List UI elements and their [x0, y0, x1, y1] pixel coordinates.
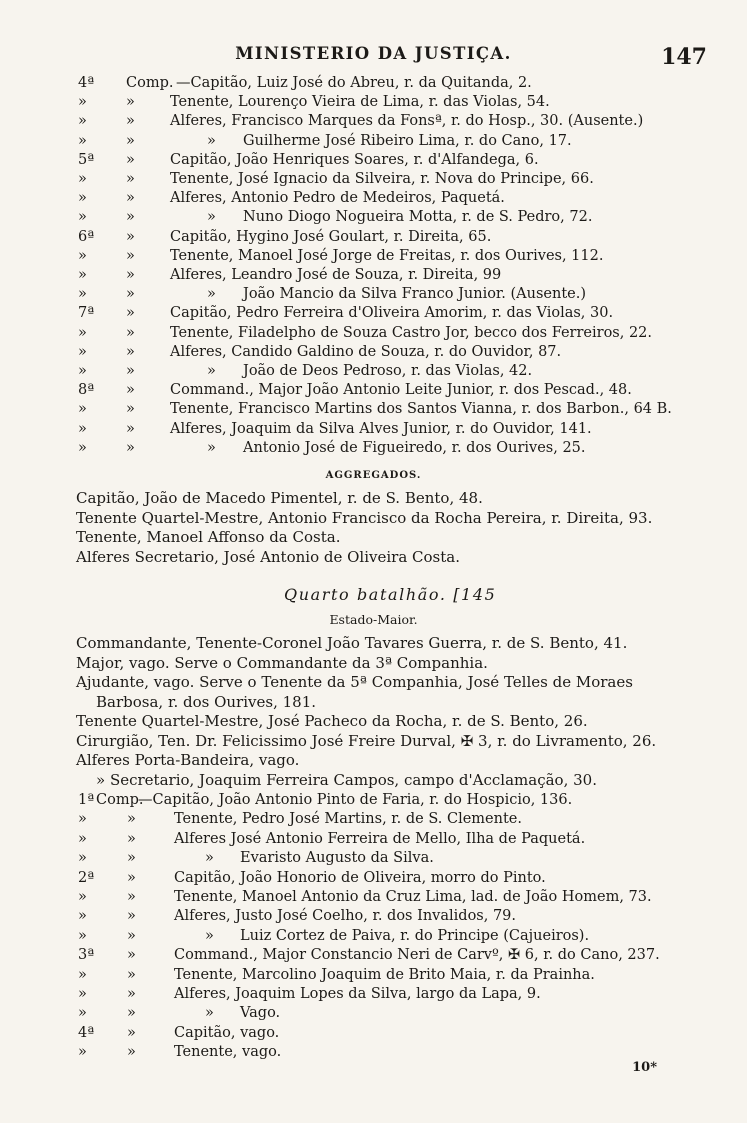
list-marker: » [207, 209, 216, 226]
list-marker: » [78, 830, 87, 847]
list-item: Major, vago. Serve o Commandante da 3ª Companhia. [76, 653, 488, 672]
list-marker: » [78, 420, 87, 437]
aggregados-heading: AGGREGADOS. [325, 470, 422, 481]
list-item: —Capitão, Luiz José do Abreu, r. da Quitanda, 2. [176, 75, 532, 91]
list-item: Capitão, João de Macedo Pimentel, r. de S. Bento, 48. [76, 489, 483, 507]
list-marker: » [126, 113, 135, 130]
list-item: Tenente, Marcolino Joaquim de Brito Maia, r. da Prainha. [174, 966, 595, 983]
list-marker: » [78, 209, 87, 226]
list-marker: » [78, 363, 87, 379]
list-marker: » [78, 286, 87, 303]
list-marker: » [78, 132, 87, 149]
list-marker: » [127, 811, 136, 828]
list-marker: » [126, 228, 135, 245]
list-item: Alferes José Antonio Ferreira de Mello, Ilha de Paquetá. [174, 830, 586, 847]
list-item: Antonio José de Figueiredo, r. dos Ourives, 25. [243, 439, 586, 456]
list-marker: 8ª [78, 382, 95, 399]
list-marker: » [127, 986, 136, 1002]
list-marker: » [205, 850, 214, 867]
list-marker: » [78, 966, 87, 983]
list-item: Capitão, vago. [174, 1024, 280, 1041]
list-marker: » [78, 850, 87, 867]
list-item: Alferes, Justo José Coelho, r. dos Invalidos, 79. [174, 908, 517, 925]
list-marker: » [126, 209, 135, 226]
list-item: Alferes Porta-Bandeira, vago. [76, 751, 300, 769]
list-item: » Secretario, Joaquim Ferreira Campos, campo d'Acclamação, 30. [96, 770, 597, 789]
list-marker: » [78, 171, 87, 187]
list-marker: 4ª [78, 1024, 95, 1041]
list-marker: » [126, 439, 135, 456]
list-marker: » [127, 908, 136, 925]
list-item: Vago. [240, 1005, 281, 1022]
list-marker: 4ª [78, 75, 95, 91]
page-number: 147 [661, 44, 707, 70]
list-item: Command., Major Constancio Neri de Carvº, ✠ 6, r. do Cano, 237. [174, 947, 660, 964]
list-marker: » [127, 1044, 136, 1061]
list-marker: » [126, 247, 135, 264]
list-marker: » [78, 1005, 87, 1022]
list-item: Alferes, Antonio Pedro de Medeiros, Paquetá. [170, 190, 505, 207]
list-item: Tenente Quartel-Mestre, Antonio Francisco da Rocha Pereira, r. Direita, 93. [76, 508, 653, 527]
list-marker: » [126, 171, 135, 187]
list-marker: » [78, 908, 87, 925]
section-title: Quarto batalhão. [145 [284, 585, 497, 604]
list-item: Tenente, José Ignacio da Silveira, r. Nova do Principe, 66. [170, 171, 594, 187]
list-marker: 6ª [78, 228, 95, 245]
list-item: Cirurgião, Ten. Dr. Felicissimo José Freire Durval, ✠ 3, r. do Livramento, 26. [76, 731, 657, 750]
section-subtitle: Estado-Maior. [329, 612, 418, 627]
list-marker: » [126, 94, 135, 111]
printer-signature: 10* [632, 1060, 657, 1075]
list-item: Evaristo Augusto da Silva. [240, 850, 434, 867]
list-item: Tenente, Francisco Martins dos Santos Vianna, r. dos Barbon., 64 B. [170, 401, 672, 418]
list-marker: » [126, 343, 135, 360]
list-marker: » [205, 1005, 214, 1022]
list-marker: » [78, 113, 87, 130]
list-marker: 3ª [78, 947, 95, 964]
list-marker: 5ª [78, 151, 95, 168]
list-marker: » [78, 324, 87, 341]
list-marker: 2ª [78, 869, 95, 886]
list-marker: Comp. [126, 75, 174, 91]
list-marker: » [205, 927, 214, 944]
list-item: Alferes, Joaquim da Silva Alves Junior, r. do Ouvidor, 141. [170, 420, 592, 437]
list-item: Nuno Diogo Nogueira Motta, r. de S. Pedro, 72. [243, 209, 593, 226]
list-marker: » [126, 420, 135, 437]
list-marker: » [207, 132, 216, 149]
list-item: Command., Major João Antonio Leite Junior, r. dos Pescad., 48. [170, 382, 632, 399]
list-item: Capitão, Hygino José Goulart, r. Direita, 65. [170, 228, 492, 245]
list-item: Alferes, Leandro José de Souza, r. Direita, 99 [170, 267, 502, 283]
list-marker: » [127, 1024, 136, 1041]
list-marker: » [127, 869, 136, 886]
list-marker: » [78, 267, 87, 283]
list-marker: » [126, 132, 135, 149]
list-item: Alferes Secretario, José Antonio de Oliveira Costa. [76, 547, 460, 566]
list-marker: » [78, 401, 87, 418]
list-marker: » [126, 324, 135, 341]
list-item: João Mancio da Silva Franco Junior. (Ausente.) [243, 286, 586, 303]
list-item: —Capitão, João Antonio Pinto de Faria, r. do Hospicio, 136. [138, 792, 573, 808]
list-marker: » [126, 286, 135, 303]
list-item: Tenente, Pedro José Martins, r. de S. Clemente. [174, 811, 522, 828]
list-marker: » [126, 151, 135, 168]
list-marker: » [126, 382, 135, 399]
list-marker: » [207, 363, 216, 379]
list-item: Alferes, Francisco Marques da Fonsª, r. do Hosp., 30. (Ausente.) [170, 113, 644, 130]
list-item: Luiz Cortez de Paiva, r. do Principe (Cajueiros). [240, 927, 590, 944]
list-marker: » [127, 947, 136, 964]
list-marker: » [127, 966, 136, 983]
running-title: MINISTERIO DA JUSTIÇA. [235, 44, 512, 63]
list-item: João de Deos Pedroso, r. das Violas, 42. [243, 363, 533, 379]
list-item: Guilherme José Ribeiro Lima, r. do Cano, 17. [243, 132, 572, 149]
list-marker: » [127, 1005, 136, 1022]
list-item: Tenente, Manoel Antonio da Cruz Lima, lad. de João Homem, 73. [174, 889, 652, 905]
list-item: Tenente, Lourenço Vieira de Lima, r. das Violas, 54. [170, 94, 550, 111]
list-marker: » [127, 830, 136, 847]
list-marker: » [78, 247, 87, 264]
list-item: Capitão, Pedro Ferreira d'Oliveira Amorim, r. das Violas, 30. [170, 305, 614, 322]
list-marker: » [78, 190, 87, 207]
list-item: Capitão, João Henriques Soares, r. d'Alfandega, 6. [170, 151, 539, 168]
list-marker: » [78, 927, 87, 944]
list-item: Tenente, Manoel Affonso da Costa. [76, 528, 341, 546]
list-item: Alferes, Candido Galdino de Souza, r. do Ouvidor, 87. [170, 343, 562, 360]
list-marker: » [78, 94, 87, 111]
list-marker: » [78, 439, 87, 456]
list-marker: » [127, 927, 136, 944]
list-item: Barbosa, r. dos Ourives, 181. [96, 692, 317, 711]
list-item: Tenente Quartel-Mestre, José Pacheco da Rocha, r. de S. Bento, 26. [76, 712, 588, 730]
list-marker: 7ª [78, 305, 95, 322]
list-item: Capitão, João Honorio de Oliveira, morro do Pinto. [174, 869, 546, 886]
list-marker: 1ª [78, 792, 95, 808]
list-marker: » [207, 439, 216, 456]
list-marker: » [78, 889, 87, 905]
list-marker: » [78, 1044, 87, 1061]
list-item: Tenente, vago. [174, 1044, 282, 1061]
list-marker: » [126, 363, 135, 379]
list-marker: » [127, 889, 136, 905]
list-item: Alferes, Joaquim Lopes da Silva, largo da Lapa, 9. [174, 986, 541, 1002]
list-item: Tenente, Filadelpho de Souza Castro Jor, becco dos Ferreiros, 22. [170, 324, 653, 341]
list-item: Tenente, Manoel José Jorge de Freitas, r. dos Ourives, 112. [170, 247, 604, 264]
list-marker: » [126, 401, 135, 418]
list-marker: » [126, 190, 135, 207]
list-marker: » [126, 305, 135, 322]
list-marker: » [78, 986, 87, 1002]
list-item: Ajudante, vago. Serve o Tenente da 5ª Companhia, José Telles de Moraes [76, 673, 633, 691]
list-marker: » [78, 343, 87, 360]
list-marker: Comp. [96, 792, 144, 808]
list-marker: » [78, 811, 87, 828]
list-marker: » [127, 850, 136, 867]
list-marker: » [207, 286, 216, 303]
list-marker: » [126, 267, 135, 283]
list-item: Commandante, Tenente-Coronel João Tavares Guerra, r. de S. Bento, 41. [76, 634, 628, 652]
